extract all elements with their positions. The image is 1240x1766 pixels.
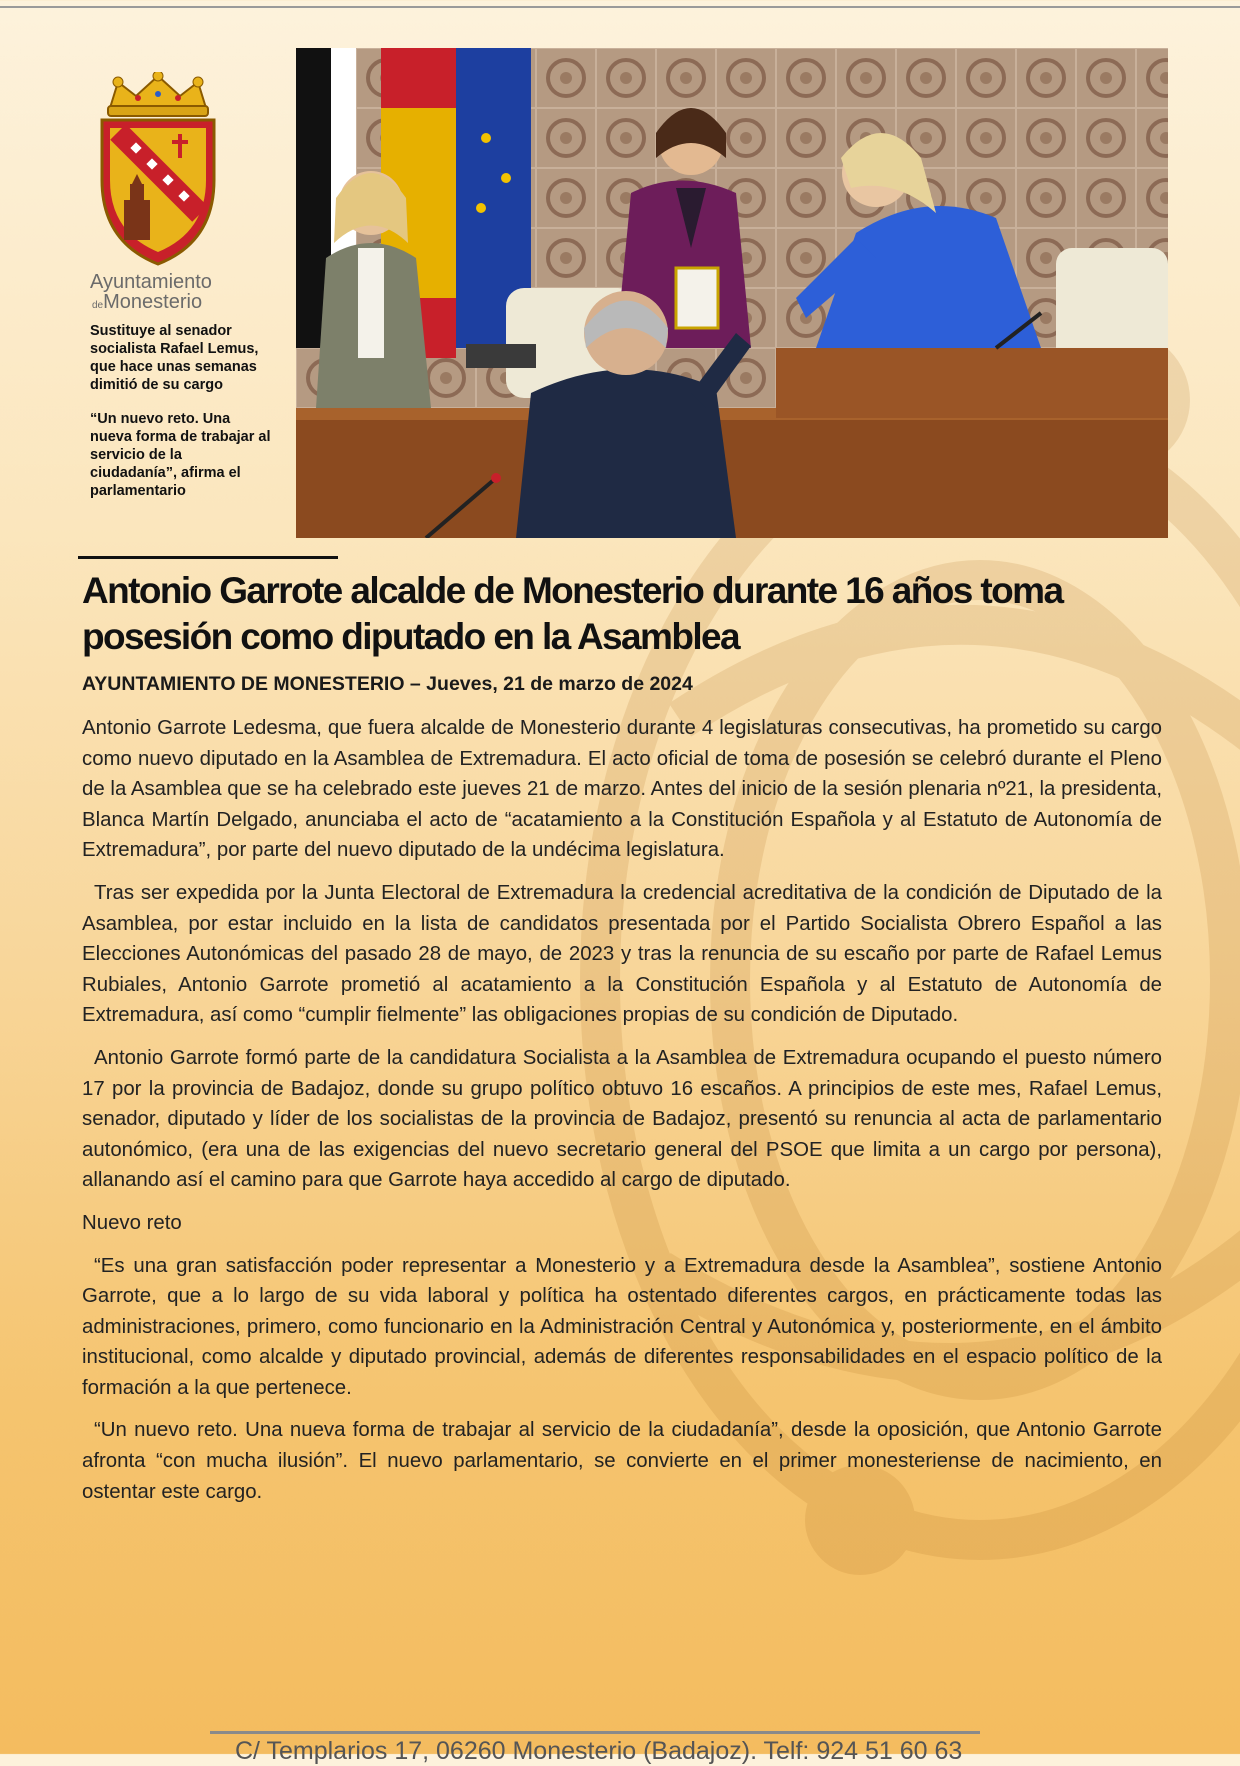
article-paragraph: Antonio Garrote Ledesma, que fuera alcalde de Monesterio durante 4 legislaturas consecutivas, ha prometido su cargo como nuevo diputado en la Asamblea de Extremadura. El acto oficial de toma de posesión se celebró durante el Pleno de la Asamblea que se ha celebrado este jueves 21 de marzo. Antes del inicio de la sesión plenaria nº21, la presidenta, Blanca Martín Delgado, anunciaba el acto de “acatamiento a la Constitución Española y al Estatuto de Autonomía de Extremadura”, por parte del nuevo diputado de la undécima legislatura. (82, 717, 1162, 862)
logo-line-monesterio: deMonesterio (92, 291, 203, 313)
article-byline: AYUNTAMIENTO DE MONESTERIO – Jueves, 21 de marzo de 2024 (82, 673, 693, 695)
news-photo (296, 48, 1168, 538)
logo-line-ayuntamiento: Ayuntamiento (90, 271, 212, 293)
top-border-line (0, 6, 1240, 8)
article-paragraph: Antonio Garrote formó parte de la candidatura Socialista a la Asamblea de Extremadura ocupando el puesto número 17 por la provincia de Badajoz, donde su grupo político obtuvo 16 escaños. A principios de este mes, Rafael Lemus, senador, diputado y líder de los socialistas de la provincia de Badajoz, presentó su renuncia al acta de parlamentario autonómico, (era una de las exigencias del nuevo secretario general del PSOE que limita a un cargo por persona), allanando así el camino para que Garrote haya accedido al cargo de diputado. (82, 1046, 1162, 1192)
article-body (82, 713, 1162, 1519)
article-subheading: Nuevo reto (82, 1211, 182, 1234)
article-paragraph: “Es una gran satisfacción poder representar a Monesterio y a Extremadura desde la Asamblea”, sostiene Antonio Garrote, que a lo largo de su vida laboral y política ha ostentado diferentes cargos, en prácticamente todas las administraciones, primero, como funcionario en la Administración Central y Autonómica y, posteriormente, en el ámbito institucional, como alcalde y diputado provincial, además de diferentes responsabilidades en el espacio político de la formación a la que pertenece. (82, 1254, 1162, 1399)
footer-rule (210, 1731, 980, 1734)
footer-address: C/ Templarios 17, 06260 Monesterio (Badajoz). Telf: 924 51 60 63 (235, 1737, 963, 1765)
article-paragraph: “Un nuevo reto. Una nueva forma de trabajar al servicio de la ciudadanía”, desde la oposición, que Antonio Garrote afronta “con mucha ilusión”. El nuevo parlamentario, se convierte en el primer monesteriense de nacimiento, en ostentar este cargo. (82, 1419, 1162, 1503)
sidebar-blurb: “Un nuevo reto. Una nueva forma de trabajar al servicio de la ciudadanía”, afirma el parlamentario (90, 411, 271, 499)
headline-rule (78, 556, 338, 559)
article-paragraph: Tras ser expedida por la Junta Electoral de Extremadura la credencial acreditativa de la condición de Diputado de la Asamblea, por estar incluido en la lista de candidatos presentada por el Partido Socialista Obrero Español a las Elecciones Autonómicas del pasado 28 de mayo, de 2023 y tras la renuncia de su escaño por parte de Rafael Lemus Rubiales, Antonio Garrote prometió al acatamiento a la Constitución Española y al Estatuto de Autonomía de Extremadura, así como “cumplir fielmente” las obligaciones propias de su condición de Diputado. (82, 881, 1162, 1027)
sidebar-blurb: Sustituye al senador socialista Rafael Lemus, que hace unas semanas dimitió de su cargo (90, 323, 259, 393)
municipality-logo-text (90, 272, 260, 312)
coat-of-arms-icon (88, 72, 228, 272)
sidebar-highlights (90, 322, 272, 516)
article-headline: Antonio Garrote alcalde de Monesterio durante 16 años toma posesión como diputado en la Asamblea (82, 570, 1063, 657)
